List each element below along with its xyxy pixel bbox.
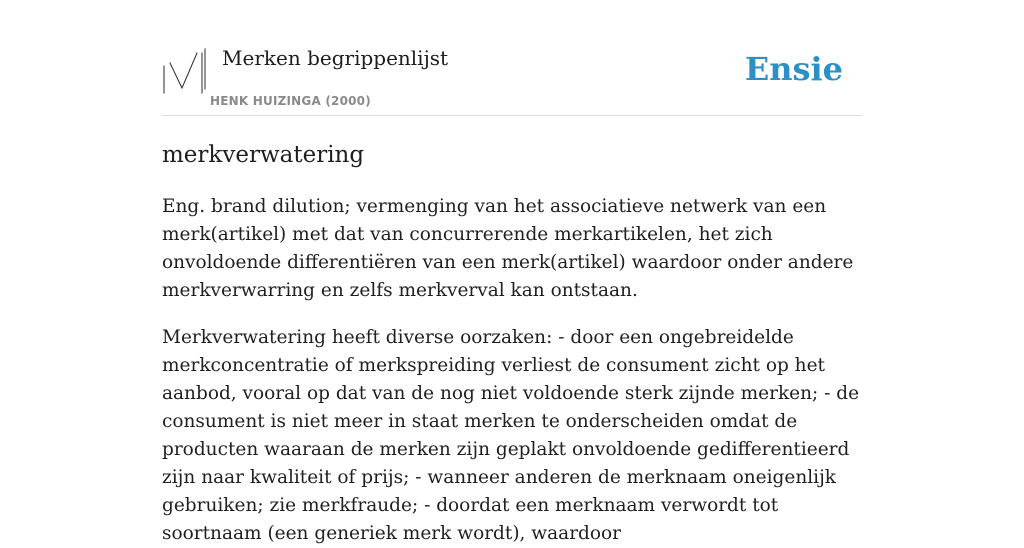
ensie-brand-link[interactable]: Ensie bbox=[744, 50, 843, 88]
page-wrapper bbox=[162, 0, 862, 544]
entry-paragraph-causes: Merkverwatering heeft diverse oorzaken: - door een ongebreidelde merkconcentratie of merkspreiding verliest de consument zicht op het aanbod, vooral op dat van de nog niet voldoende sterk zijnde merken; - de consument is niet meer in staat merken te onderscheiden omdat de producten waaraan de merken zijn geplakt onvoldoende gedifferentieerd zijn naar kwaliteit of prijs; - wanneer anderen de merknaam oneigenlijk gebruiken; zie merkfraude; - doordat een merknaam verwordt tot soortnaam (een generiek merk wordt), waardoor bbox=[162, 327, 860, 544]
entry-paragraph-definition: Eng. brand dilution; vermenging van het associatieve netwerk van een merk(artikel) met dat van concurrerende merkartikelen, het zich onvoldoende differentiëren van een merk(artikel) waardoor onder andere merkverwarring en zelfs merkverval kan ontstaan. bbox=[162, 196, 854, 301]
entry-content bbox=[162, 140, 862, 548]
publication-title[interactable]: Merken begrippenlijst bbox=[222, 46, 449, 70]
monogram-m-logo-icon[interactable] bbox=[162, 49, 207, 94]
author-line: HENK HUIZINGA (2000) bbox=[210, 94, 371, 108]
entry-title: merkverwatering bbox=[162, 142, 365, 168]
site-header bbox=[162, 0, 862, 116]
